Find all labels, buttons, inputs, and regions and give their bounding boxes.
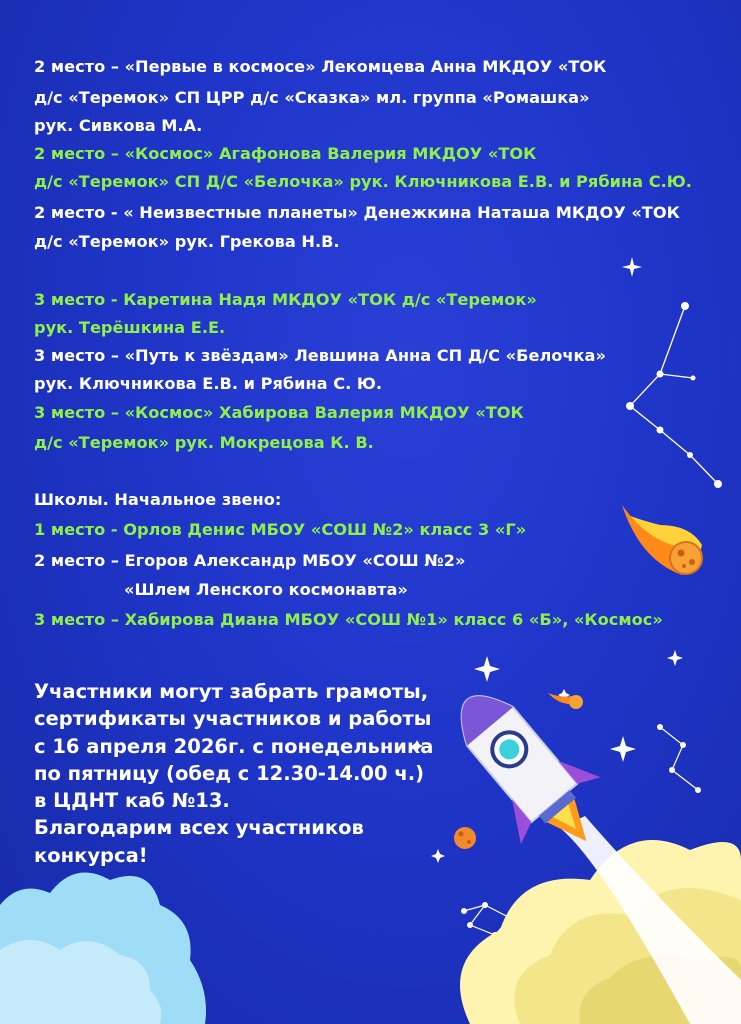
notice-line: в ЦДНТ каб №13. — [34, 789, 230, 813]
star-icon — [610, 736, 636, 762]
comet-icon — [622, 505, 702, 575]
result-line: 2 место – Егоров Александр МБОУ «СОШ №2» — [34, 551, 466, 570]
notice-line: конкурса! — [34, 843, 148, 867]
star-icon — [474, 656, 500, 682]
result-line: 3 место – «Путь к звёздам» Левшина Анна СП Д/С «Белочка» — [34, 346, 606, 365]
result-line: 3 место – Хабирова Диана МБОУ «СОШ №1» класс 6 «Б», «Космос» — [34, 610, 663, 629]
notice-line: Участники могут забрать грамоты, — [34, 680, 429, 703]
notice-line: сертификаты участников и работы — [34, 707, 432, 731]
star-icon — [667, 650, 683, 666]
constellation-icon — [660, 727, 698, 790]
result-line: д/с «Теремок» рук. Мокрецова К. В. — [34, 433, 374, 452]
result-line: 2 место – «Космос» Агафонова Валерия МКДОУ «ТОК — [34, 144, 537, 163]
planet-icon — [454, 827, 476, 849]
result-line: 2 место – «Первые в космосе» Лекомцева Анна МКДОУ «ТОК — [34, 57, 607, 76]
result-line: д/с «Теремок» СП Д/С «Белочка» рук. Ключникова Е.В. и Рябина С.Ю. — [34, 172, 692, 191]
notice-line: по пятницу (обед с 12.30-14.00 ч.) — [34, 761, 425, 785]
result-line: д/с «Теремок» СП ЦРР д/с «Сказка» мл. группа «Ромашка» — [34, 88, 590, 107]
result-line: 1 место - Орлов Денис МБОУ «СОШ №2» класс 3 «Г» — [34, 520, 527, 539]
result-line: «Шлем Ленского космонавта» — [124, 580, 408, 599]
result-line: рук. Терёшкина Е.Е. — [34, 318, 226, 337]
result-line: 3 место - Каретина Надя МКДОУ «ТОК д/с «Теремок» — [34, 290, 537, 309]
cloud-icon — [0, 872, 206, 1024]
result-line: рук. Ключникова Е.В. и Рябина С. Ю. — [34, 374, 383, 393]
section-heading: Школы. Начальное звено: — [34, 490, 282, 509]
star-icon — [622, 257, 642, 277]
notice-line: с 16 апреля 2026г. с понедельника — [34, 734, 434, 758]
constellation-icon — [630, 306, 718, 484]
result-line: 2 место - « Неизвестные планеты» Денежкина Наташа МКДОУ «ТОК — [34, 203, 680, 222]
pickup-notice — [34, 678, 433, 869]
result-line: 3 место – «Космос» Хабирова Валерия МКДОУ «ТОК — [34, 403, 524, 422]
result-line: рук. Сивкова М.А. — [34, 116, 203, 135]
notice-line: Благодарим всех участников — [34, 816, 364, 840]
result-line: д/с «Теремок» рук. Грекова Н.В. — [34, 232, 340, 251]
